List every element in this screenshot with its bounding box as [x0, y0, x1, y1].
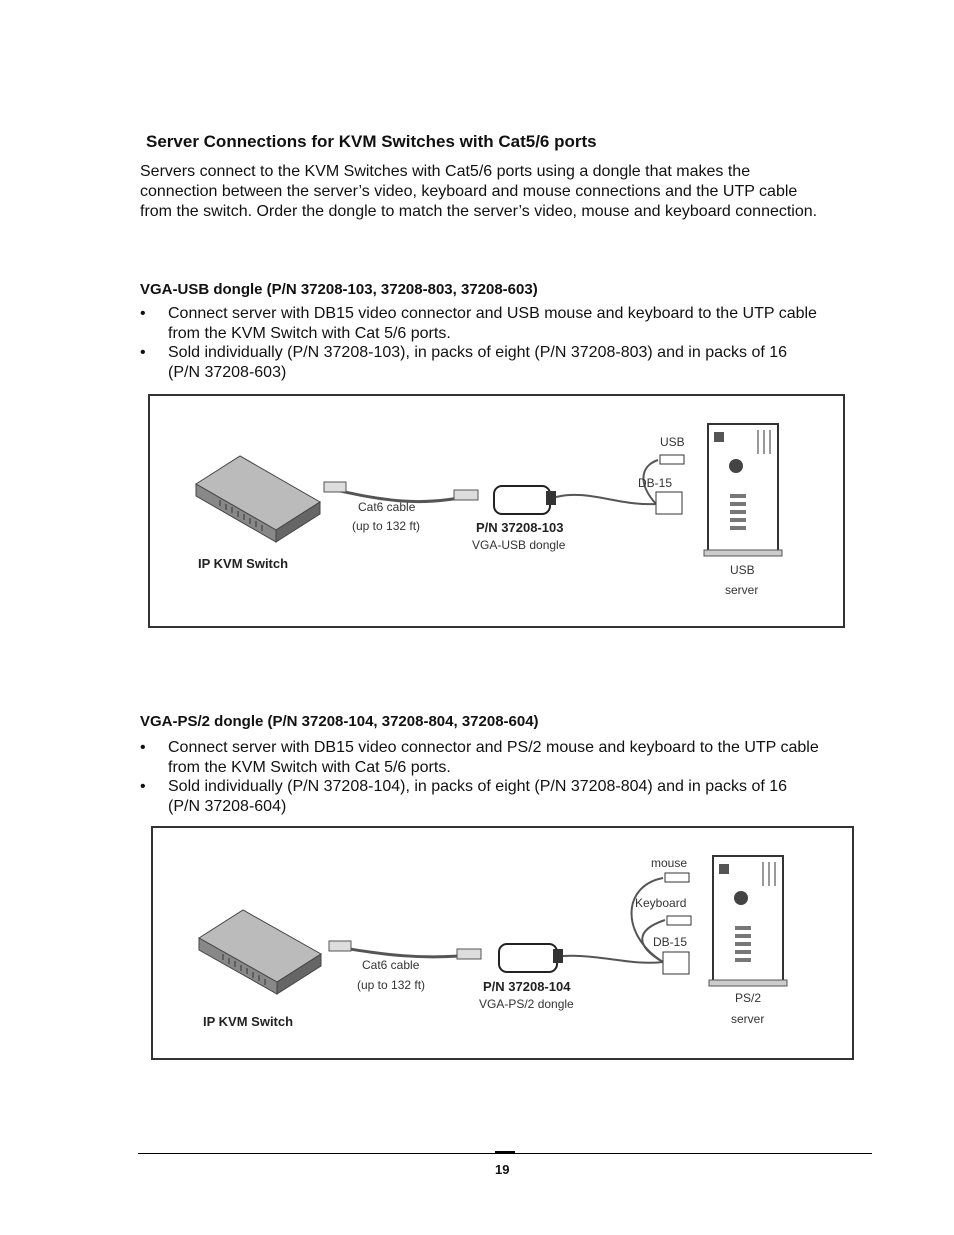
bullet-line: from the KVM Switch with Cat 5/6 ports.: [168, 758, 451, 776]
dongle-name: VGA-PS/2 dongle: [479, 997, 574, 1011]
cable-length: (up to 132 ft): [352, 519, 421, 533]
intro-line: from the switch. Order the dongle to match the server’s video, mouse and keyboard connection.: [140, 203, 818, 220]
cable-label: Cat6 cable: [362, 958, 420, 972]
bullet-glyph: •: [140, 778, 146, 795]
server-label: server: [725, 583, 759, 597]
bullet-line: Connect server with DB15 video connector and PS/2 mouse and keyboard to the UTP cable: [168, 739, 819, 756]
page-number: 19: [495, 1162, 510, 1177]
dongle-icon: [494, 486, 550, 514]
server-label: USB: [730, 563, 755, 577]
connector-label: DB-15: [638, 476, 673, 490]
bullet-glyph: •: [140, 739, 146, 756]
rj45-plug-icon: [457, 949, 481, 959]
dongle-part-number: P/N 37208-104: [483, 979, 571, 994]
dongle-part-number: P/N 37208-103: [476, 520, 564, 535]
connector-label: Keyboard: [635, 896, 687, 910]
dongle-name: VGA-USB dongle: [472, 538, 566, 552]
ps2-mouse-connector-icon: [665, 873, 689, 882]
vga-ps2-bullets: [140, 738, 880, 816]
intro-line: Servers connect to the KVM Switches with Cat5/6 ports using a dongle that makes the: [140, 163, 751, 180]
rj45-plug-icon: [324, 482, 346, 492]
server-label: PS/2: [735, 991, 762, 1005]
section-heading: Server Connections for KVM Switches with Cat5/6 ports: [146, 132, 597, 151]
bullet-line: from the KVM Switch with Cat 5/6 ports.: [168, 324, 451, 342]
bullet-item: [140, 343, 880, 382]
db15-connector-icon: [663, 952, 689, 974]
dongle-icon: [499, 944, 557, 972]
server-label: server: [731, 1012, 765, 1026]
server-tower-icon: [709, 856, 787, 986]
connector-label: USB: [660, 435, 685, 449]
switch-label: IP KVM Switch: [198, 556, 289, 571]
bullet-line: Sold individually (P/N 37208-104), in packs of eight (P/N 37208-804) and in packs of 16: [168, 778, 788, 795]
connector-label: DB-15: [653, 935, 688, 949]
bullet-item: [140, 738, 880, 777]
db15-connector-icon: [656, 492, 682, 514]
bullet-glyph: •: [140, 305, 146, 322]
cable-length: (up to 132 ft): [357, 978, 426, 992]
vga-ps2-diagram: [151, 826, 855, 1064]
dongle-connector-icon: [553, 949, 563, 963]
connector-label: mouse: [651, 856, 688, 870]
intro-line: connection between the server’s video, keyboard and mouse connections and the UTP cable: [140, 183, 798, 200]
footer-tab: [495, 1151, 515, 1154]
rj45-plug-icon: [329, 941, 351, 951]
bullet-item: [140, 304, 880, 343]
vga-usb-bullets: [140, 304, 880, 382]
vga-ps2-dongle-title: VGA-PS/2 dongle (P/N 37208-104, 37208-804, 37208-604): [140, 713, 539, 730]
server-tower-icon: [704, 424, 782, 556]
vga-usb-dongle-title: VGA-USB dongle (P/N 37208-103, 37208-803, 37208-603): [140, 281, 538, 298]
rj45-plug-icon: [454, 490, 478, 500]
bullet-item: [140, 777, 880, 816]
bullet-line: Connect server with DB15 video connector and USB mouse and keyboard to the UTP cable: [168, 305, 817, 322]
ps2-keyboard-connector-icon: [667, 916, 691, 925]
usb-connector-icon: [660, 455, 684, 464]
dongle-connector-icon: [546, 491, 556, 505]
bullet-line: (P/N 37208-603): [168, 363, 287, 381]
intro-paragraph: [140, 162, 880, 222]
vga-usb-diagram: [148, 394, 846, 630]
bullet-line: Sold individually (P/N 37208-103), in packs of eight (P/N 37208-803) and in packs of 16: [168, 344, 788, 361]
bullet-glyph: •: [140, 344, 146, 361]
switch-label: IP KVM Switch: [203, 1014, 294, 1029]
cable-label: Cat6 cable: [358, 500, 416, 514]
bullet-line: (P/N 37208-604): [168, 797, 287, 815]
